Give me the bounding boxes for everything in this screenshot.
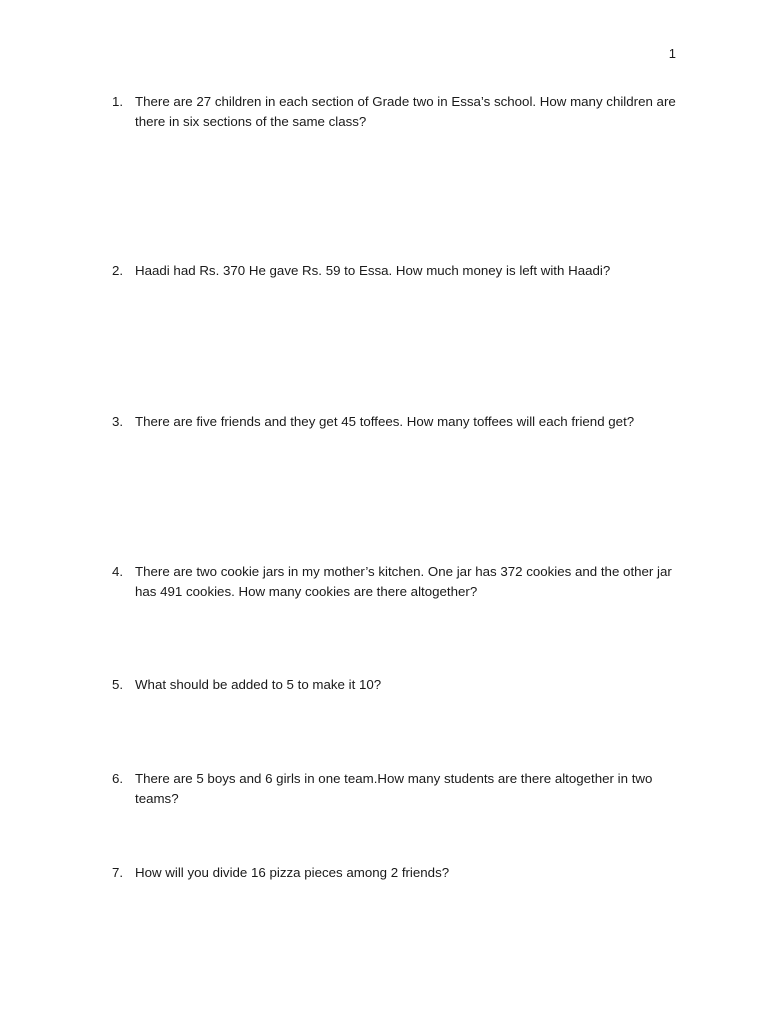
question-7: [112, 863, 680, 883]
question-number: 4.: [112, 564, 124, 579]
question-text: There are 5 boys and 6 girls in one team.How many students are there altogether in two teams?: [135, 771, 653, 806]
question-text: How will you divide 16 pizza pieces among 2 friends?: [135, 865, 450, 880]
question-number: 1.: [112, 94, 124, 109]
question-number: 5.: [112, 677, 124, 692]
question-number: 6.: [112, 771, 124, 786]
question-1: [112, 92, 680, 131]
question-5: [112, 675, 680, 695]
question-text: There are five friends and they get 45 toffees. How many toffees will each friend get?: [135, 414, 635, 429]
question-6: [112, 769, 680, 808]
question-number: 7.: [112, 865, 124, 880]
question-text: Haadi had Rs. 370 He gave Rs. 59 to Essa. How much money is left with Haadi?: [135, 263, 611, 278]
question-number: 3.: [112, 414, 124, 429]
question-text: There are 27 children in each section of Grade two in Essa’s school. How many children are there in six sections of the same class?: [135, 94, 676, 129]
question-text: There are two cookie jars in my mother’s kitchen. One jar has 372 cookies and the other jar has 491 cookies. How many cookies are there altogether?: [135, 564, 672, 599]
question-3: [112, 412, 680, 432]
question-number: 2.: [112, 263, 124, 278]
question-2: [112, 261, 680, 281]
question-4: [112, 562, 680, 601]
question-text: What should be added to 5 to make it 10?: [135, 677, 382, 692]
page-number: 1: [668, 46, 676, 61]
